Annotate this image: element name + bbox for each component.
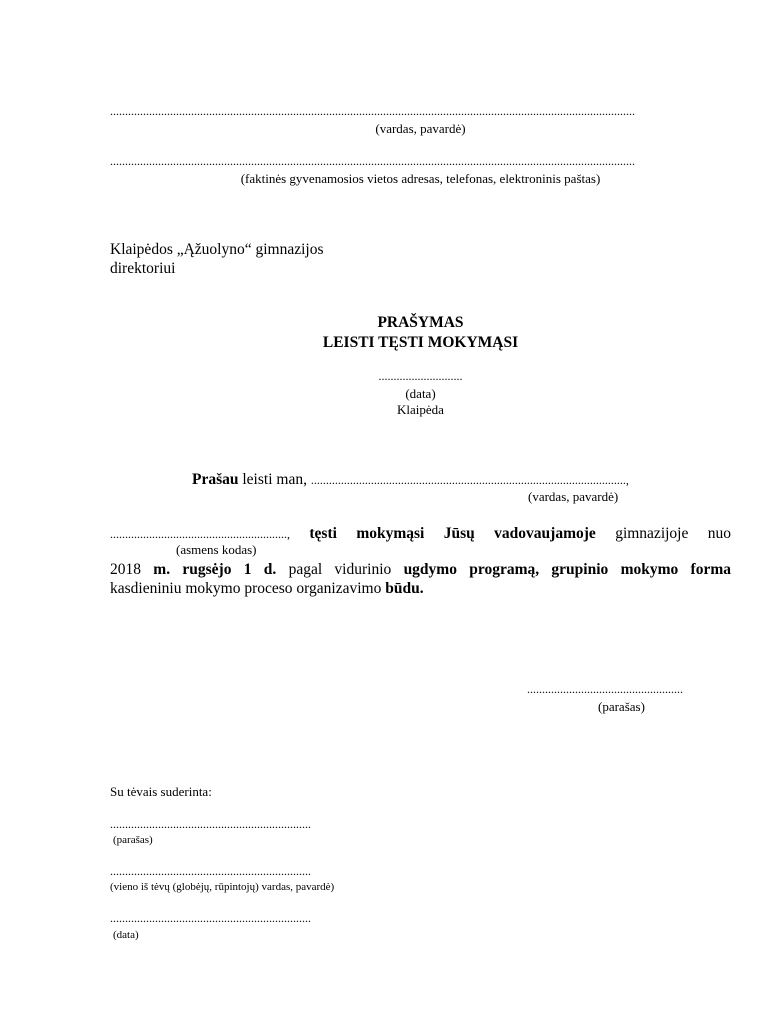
parent-signature-caption: (parašas) <box>113 834 153 846</box>
year-text: 2018 <box>110 561 154 578</box>
document-subtitle: LEISTI TĘSTI MOKYMĄSI <box>322 334 519 351</box>
personal-code-dotted-line: ..........................................................., <box>110 527 290 541</box>
recipient-title: direktoriui <box>110 260 176 277</box>
parent-date-caption: (data) <box>113 929 139 941</box>
parents-heading: Su tėvais suderinta: <box>110 784 212 799</box>
method-bold-text: būdu. <box>385 580 424 597</box>
program-text: pagal vidurinio <box>276 561 404 578</box>
method-line <box>110 580 424 598</box>
recipient-school: Klaipėdos „Ąžuolyno“ gimnazijos <box>110 241 324 258</box>
name-dotted-line: ............................................................................................................................................................................... <box>110 104 635 118</box>
signature-dotted-line: .................................................... <box>527 682 683 696</box>
program-bold-text: ugdymo programą, grupinio mokymo forma <box>403 561 732 578</box>
student-name-caption: (vardas, pavardė) <box>528 489 619 504</box>
name-caption: (vardas, pavardė) <box>375 121 466 136</box>
parent-name-caption: (vieno iš tėvų (globėjų, rūpintojų) vardas, pavardė) <box>110 881 335 893</box>
student-name-dotted-line: ........................................................................................................., <box>310 473 629 487</box>
date-caption: (data) <box>405 386 436 401</box>
city-label: Klaipėda <box>397 402 444 417</box>
request-line <box>192 471 629 489</box>
signature-caption: (parašas) <box>598 699 645 714</box>
parent-name-dotted-line: ................................................................... <box>110 864 311 878</box>
parent-date-dotted-line: ................................................................... <box>110 911 311 925</box>
request-bold-word: Prašau <box>192 471 239 488</box>
date-dotted-line: ............................ <box>378 369 463 383</box>
address-caption: (faktinės gyvenamosios vietos adresas, telefonas, elektroninis paštas) <box>240 171 601 186</box>
start-date-text: m. rugsėjo 1 d. <box>153 561 277 578</box>
continue-text: gimnazijoje nuo <box>595 525 732 542</box>
document-title: PRAŠYMAS <box>377 314 464 331</box>
program-line <box>110 561 731 579</box>
continue-bold-text: tęsti mokymąsi Jūsų vadovaujamoje <box>290 525 596 542</box>
address-dotted-line: ............................................................................................................................................................................... <box>110 154 635 168</box>
parent-signature-dotted-line: ................................................................... <box>110 817 311 831</box>
request-text: leisti man, <box>238 471 311 488</box>
continue-line <box>110 525 731 543</box>
method-text: kasdieniniu mokymo proceso organizavimo <box>110 580 386 597</box>
personal-code-caption: (asmens kodas) <box>176 542 257 557</box>
